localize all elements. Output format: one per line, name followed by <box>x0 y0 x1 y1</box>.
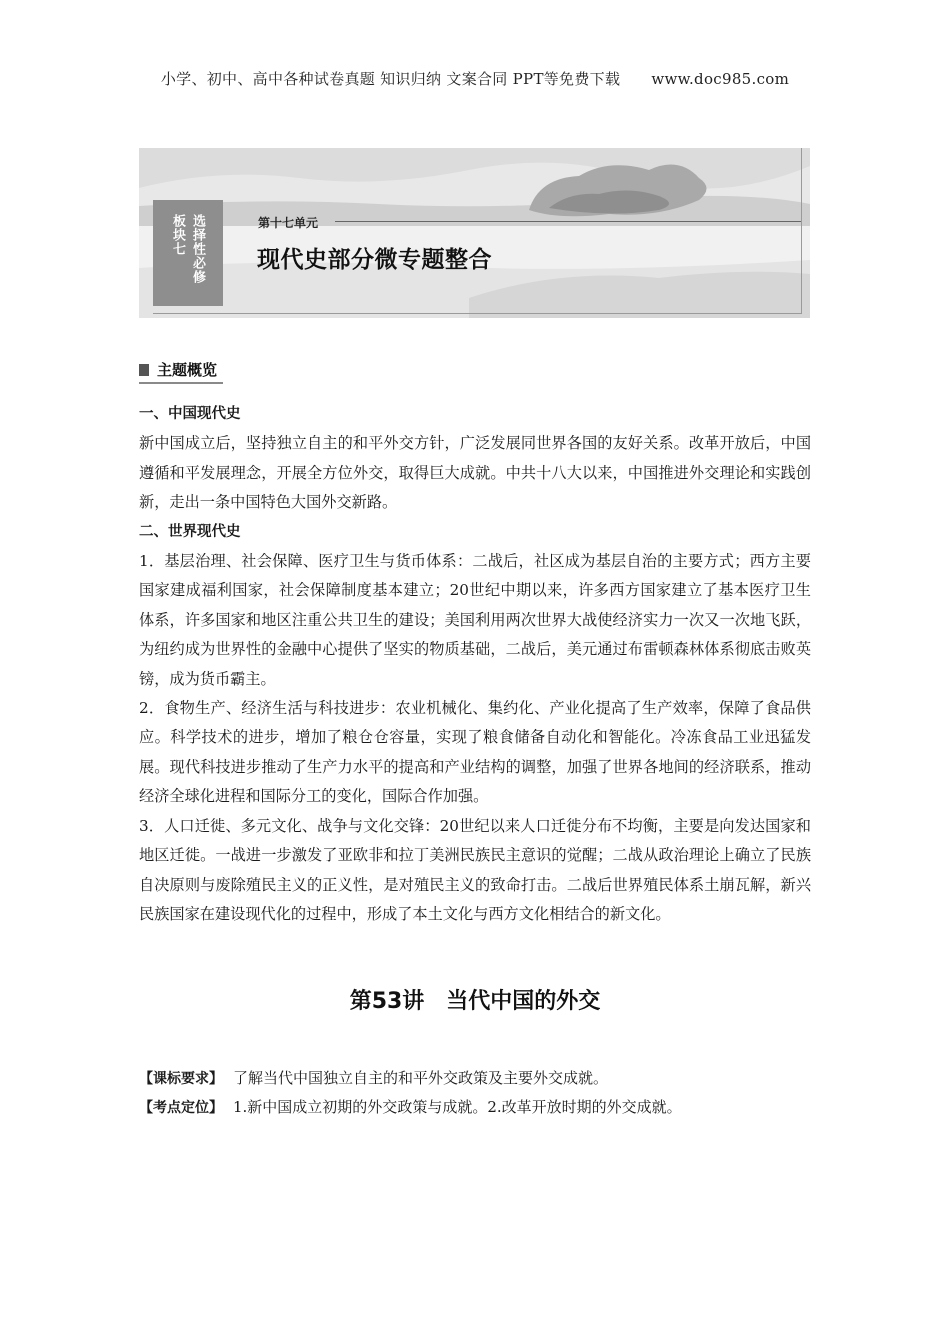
module-category: 选择性必修 <box>190 214 205 284</box>
unit-banner <box>139 148 810 318</box>
module-number: 板块七 <box>170 214 185 256</box>
header-text: 小学、初中、高中各种试卷真题 知识归纳 文案合同 PPT等免费下载 <box>160 70 621 88</box>
square-bullet-icon <box>139 364 149 376</box>
list-item: 2．食物生产、经济生活与科技进步：农业机械化、集约化、产业化提高了生产效率，保障了食品供应。科学技术的进步，增加了粮仓仓容量，实现了粮食储备自动化和智能化。冷冻食品工业迅猛发展。现代科技进步推动了生产力水平的提高和产业结构的调整，加强了世界各地间的经济联系，推动经济全球化进程和国际分工的变化，国际合作加强。 <box>139 699 811 806</box>
requirement-line <box>139 1068 608 1089</box>
position-tag: 【考点定位】 <box>139 1100 223 1116</box>
unit-label: 第十七单元 <box>258 216 319 230</box>
unit-rule <box>335 221 801 222</box>
unit-title: 现代史部分微专题整合 <box>257 247 492 273</box>
position-line <box>139 1097 682 1118</box>
section-text-china: 新中国成立后，坚持独立自主的和平外交方针，广泛发展同世界各国的友好关系。改革开放后，中国遵循和平发展理念，开展全方位外交，取得巨大成就。中共十八大以来，中国推进外交理论和实践创新，走出一条中国特色大国外交新路。 <box>139 434 811 512</box>
overview-heading-text: 主题概览 <box>157 361 218 379</box>
banner-frame <box>153 148 802 314</box>
section-heading-china: 一、中国现代史 <box>139 406 241 422</box>
module-badge <box>153 200 223 306</box>
requirement-tag: 【课标要求】 <box>139 1071 223 1087</box>
list-item: 1．基层治理、社会保障、医疗卫生与货币体系：二战后，社区成为基层自治的主要方式；西方主要国家建成福利国家，社会保障制度基本建立；20世纪中期以来，许多西方国家建立了基本医疗卫生体系，许多国家和地区注重公共卫生的建设；美国利用两次世界大战使经济实力一次又一次地飞跃，为纽约成为世界性的金融中心提供了坚实的物质基础，二战后，美元通过布雷顿森林体系彻底击败英镑，成为货币霸主。 <box>139 552 811 688</box>
section-heading-world: 二、世界现代史 <box>139 523 241 540</box>
page-header <box>0 68 950 89</box>
requirement-text: 了解当代中国独立自主的和平外交政策及主要外交成就。 <box>233 1069 609 1087</box>
lecture-title: 第53讲 当代中国的外交 <box>349 989 601 1014</box>
list-item: 3．人口迁徙、多元文化、战争与文化交锋：20世纪以来人口迁徙分布不均衡，主要是向发达国家和地区迁徙。一战进一步激发了亚欧非和拉丁美洲民族民主意识的觉醒；二战从政治理论上确立了民族自决原则与废除殖民主义的正义性，是对殖民主义的致命打击。二战后世界殖民体系土崩瓦解，新兴民族国家在建设现代化的过程中，形成了本土文化与西方文化相结合的新文化。 <box>139 816 811 923</box>
header-url[interactable]: www.doc985.com <box>651 70 790 88</box>
overview-heading <box>139 359 223 384</box>
position-text: 1.新中国成立初期的外交政策与成就。2.改革开放时期的外交成就。 <box>233 1098 682 1116</box>
overview-content <box>139 400 811 929</box>
